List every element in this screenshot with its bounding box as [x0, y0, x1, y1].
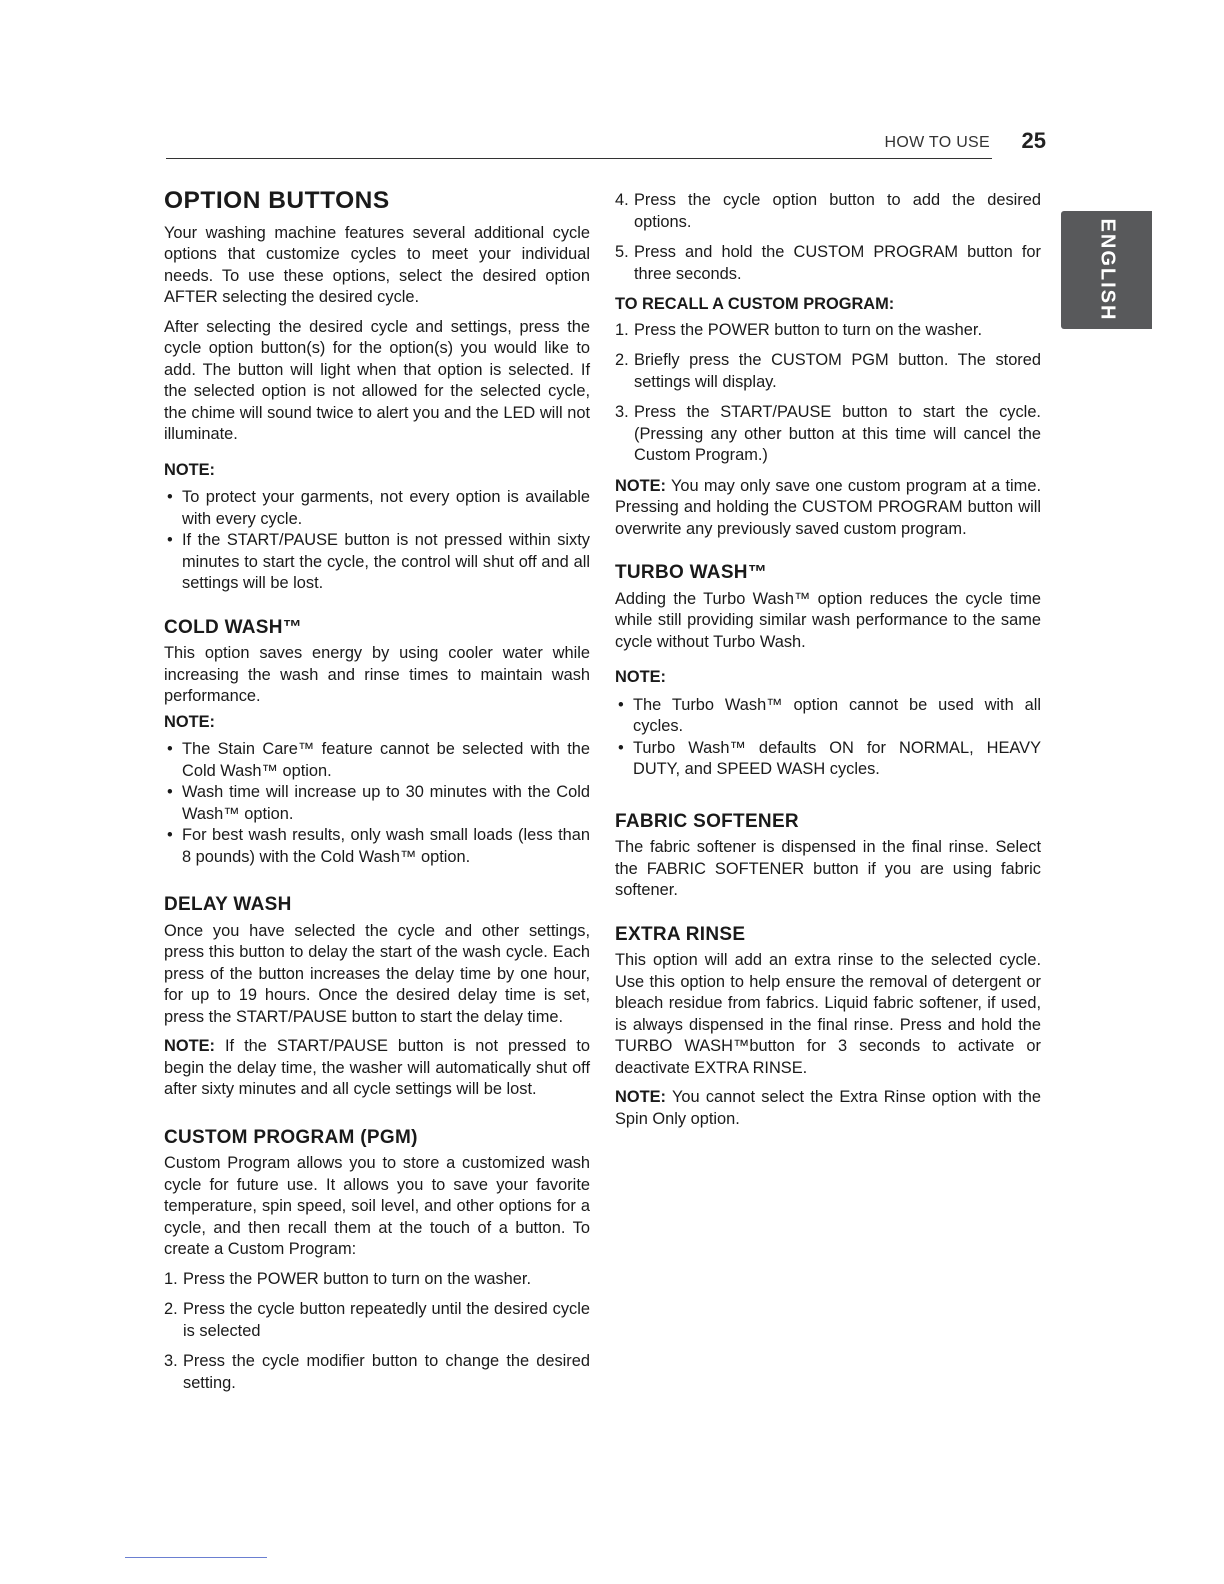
- footer-link-underline: [125, 1557, 267, 1558]
- list-item: 2. Press the cycle button repeatedly until the desired cycle is selected: [164, 1300, 590, 1340]
- cold-wash-paragraph: This option saves energy by using cooler water while increasing the wash and rinse times to maintain wash performance.: [164, 644, 590, 705]
- language-tab: [1061, 211, 1152, 329]
- delay-wash-note-text: If the START/PAUSE button is not pressed to begin the delay time, the washer will automatically shut off after sixty minutes and all cycle settings will be lost.: [164, 1037, 590, 1098]
- page-number: 25: [1021, 128, 1046, 153]
- custom-program-note-text: You may only save one custom program at a time. Pressing and holding the CUSTOM PROGRAM button will overwrite any previously saved custom program.: [615, 476, 1041, 538]
- list-item: • To protect your garments, not every option is available with every cycle.: [164, 487, 590, 530]
- left-column: [164, 187, 590, 1403]
- option-buttons-note-label: NOTE:: [164, 460, 215, 479]
- option-buttons-paragraph-1: Your washing machine features several additional cycle options that customize cycles to meet your individual needs. To use these options, select the desired option AFTER selecting the desired cycle.: [164, 223, 590, 306]
- list-item: • If the START/PAUSE button is not pressed within sixty minutes to start the cycle, the control will shut off and all settings will be lost.: [164, 530, 590, 595]
- custom-program-steps-right: [615, 190, 1041, 285]
- recall-steps: [615, 320, 1041, 467]
- header-section-title: HOW TO USE: [884, 134, 990, 151]
- extra-rinse-note-text: You cannot select the Extra Rinse option with the Spin Only option.: [615, 1088, 1041, 1128]
- option-buttons-notes: [164, 487, 590, 595]
- custom-program-note: [615, 476, 1041, 541]
- turbo-wash-notes: [615, 695, 1041, 781]
- recall-custom-program-title: TO RECALL A CUSTOM PROGRAM:: [615, 295, 895, 313]
- extra-rinse-paragraph: This option will add an extra rinse to the selected cycle. Use this option to help ensure the removal of detergent or bleach residue from fabrics. Liquid fabric softener, if used, is always dispensed in the final rinse. Press and hold the TURBO WASH™button for 3 seconds to activate or deactivate EXTRA RINSE.: [615, 951, 1041, 1077]
- delay-wash-note: [164, 1036, 590, 1101]
- custom-program-note-label: NOTE:: [615, 476, 666, 495]
- delay-wash-note-label: NOTE:: [164, 1037, 215, 1055]
- list-item: 4. Press the cycle option button to add the desired options.: [615, 191, 1041, 231]
- delay-wash-title: DELAY WASH: [164, 894, 292, 915]
- list-item: • Wash time will increase up to 30 minutes with the Cold Wash™ option.: [164, 782, 590, 825]
- language-tab-label: ENGLISH: [1096, 218, 1118, 322]
- header-divider: [166, 158, 992, 159]
- list-item: • Turbo Wash™ defaults ON for NORMAL, HEAVY DUTY, and SPEED WASH cycles.: [615, 738, 1041, 781]
- turbo-wash-paragraph: Adding the Turbo Wash™ option reduces the cycle time while still providing similar wash performance to the same cycle without Turbo Wash.: [615, 589, 1041, 651]
- right-column: [615, 190, 1041, 1138]
- turbo-wash-note-label: NOTE:: [615, 668, 666, 686]
- option-buttons-title: OPTION BUTTONS: [164, 187, 390, 214]
- extra-rinse-title: EXTRA RINSE: [615, 923, 746, 945]
- list-item: 3. Press the START/PAUSE button to start the cycle. (Pressing any other button at this time will cancel the Custom Program.): [615, 403, 1041, 464]
- list-item: 1. Press the POWER button to turn on the washer.: [615, 320, 983, 339]
- custom-program-title: CUSTOM PROGRAM (PGM): [164, 1126, 418, 1148]
- fabric-softener-title: FABRIC SOFTENER: [615, 810, 799, 832]
- list-item: 3. Press the cycle modifier button to change the desired setting.: [164, 1352, 590, 1392]
- list-item: • For best wash results, only wash small loads (less than 8 pounds) with the Cold Wash™ option.: [164, 825, 590, 868]
- cold-wash-notes: [164, 739, 590, 868]
- custom-program-steps-left: [164, 1269, 590, 1395]
- fabric-softener-paragraph: The fabric softener is dispensed in the final rinse. Select the FABRIC SOFTENER button if you are using fabric softener.: [615, 838, 1041, 899]
- turbo-wash-title: TURBO WASH™: [615, 562, 768, 583]
- page-header: [166, 128, 1046, 160]
- list-item: 5. Press and hold the CUSTOM PROGRAM button for three seconds.: [615, 243, 1041, 283]
- extra-rinse-note-label: NOTE:: [615, 1088, 666, 1106]
- list-item: 1. Press the POWER button to turn on the washer.: [164, 1269, 532, 1288]
- option-buttons-paragraph-2: After selecting the desired cycle and settings, press the cycle option button(s) for the option(s) you would like to add. The button will light when that option is selected. If the selected option is not allowed for the selected cycle, the chime will sound twice to alert you and the LED will not illuminate.: [164, 317, 590, 443]
- cold-wash-title: COLD WASH™: [164, 616, 303, 638]
- cold-wash-note-label: NOTE:: [164, 712, 215, 731]
- list-item: 2. Briefly press the CUSTOM PGM button. The stored settings will display.: [615, 351, 1041, 391]
- delay-wash-paragraph: Once you have selected the cycle and other settings, press this button to delay the start of the wash cycle. Each press of the button increases the delay time by one hour, for up to 19 hours. Once the desired delay time is set, press the START/PAUSE button to start the delay time.: [164, 921, 590, 1026]
- list-item: • The Turbo Wash™ option cannot be used with all cycles.: [615, 695, 1041, 738]
- list-item: • The Stain Care™ feature cannot be selected with the Cold Wash™ option.: [164, 739, 590, 782]
- extra-rinse-note: [615, 1087, 1041, 1130]
- custom-program-paragraph: Custom Program allows you to store a customized wash cycle for future use. It allows you to save your favorite temperature, spin speed, soil level, and other options for a cycle, and then recall them at the touch of a button. To create a Custom Program:: [164, 1154, 590, 1258]
